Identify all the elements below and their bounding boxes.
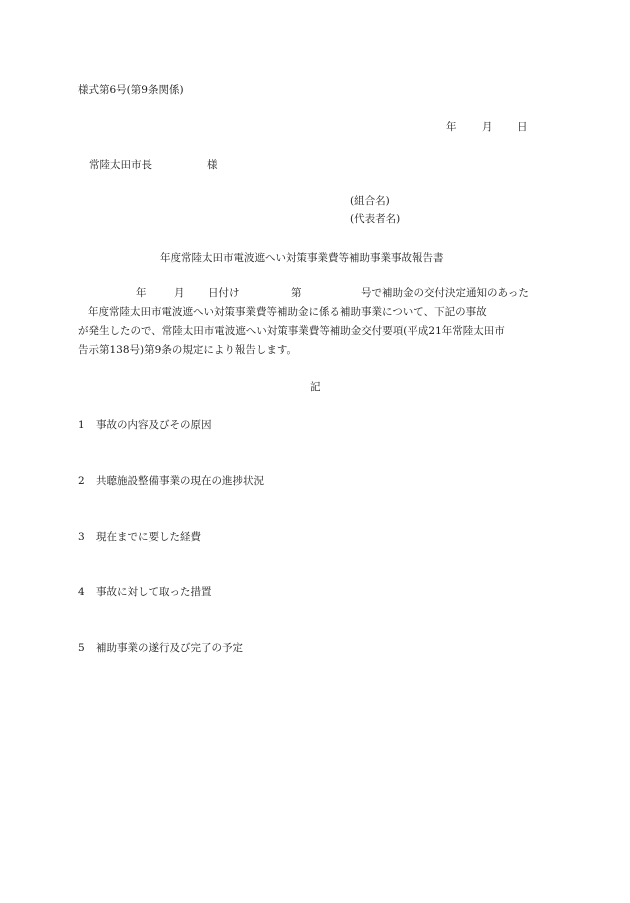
body-year-label: 年 — [136, 287, 147, 299]
body-month-label: 月 — [174, 287, 185, 299]
list-item — [78, 473, 264, 488]
addressee-honorific: 様 — [207, 159, 218, 171]
item-label: 事故に対して取った措置 — [96, 586, 212, 598]
body-line-4: 告示第138号)第9条の規定により報告します。 — [78, 344, 297, 356]
list-item — [78, 584, 212, 599]
representative-name-label: (代表者名) — [350, 213, 401, 225]
addressee-name: 常陸太田市長 — [89, 159, 152, 171]
item-number: 1 — [78, 419, 85, 431]
body-day-label: 日付け — [208, 287, 240, 299]
body-dai-label: 第 — [291, 287, 302, 299]
item-label: 共聴施設整備事業の現在の進捗状況 — [96, 475, 264, 487]
item-label: 事故の内容及びその原因 — [96, 419, 212, 431]
item-number: 4 — [78, 586, 85, 598]
item-number: 5 — [78, 642, 85, 654]
item-number: 3 — [78, 531, 85, 543]
date-year-label: 年 — [446, 121, 457, 133]
body-line-3: が発生したので、常陸太田市電波遮へい対策事業費等補助金交付要項(平成21年常陸太田市 — [78, 325, 505, 337]
ki-heading: 記 — [310, 381, 321, 393]
date-day-label: 日 — [517, 121, 528, 133]
list-item — [78, 529, 201, 544]
item-number: 2 — [78, 475, 85, 487]
form-label: 様式第6号(第9条関係) — [78, 84, 184, 96]
body-line-1-rest: 号で補助金の交付決定通知のあった — [361, 287, 529, 299]
body-line-2: 年度常陸太田市電波遮へい対策事業費等補助金に係る補助事業について、下記の事故 — [88, 306, 487, 318]
item-label: 現在までに要した経費 — [96, 531, 201, 543]
item-label: 補助事業の遂行及び完了の予定 — [96, 642, 243, 654]
body-line-1 — [78, 284, 554, 303]
union-name-label: (組合名) — [350, 195, 390, 207]
document-title: 年度常陸太田市電波遮へい対策事業費等補助事業事故報告書 — [160, 252, 444, 264]
list-item — [78, 640, 243, 655]
report-body — [78, 284, 554, 360]
date-month-label: 月 — [482, 121, 493, 133]
list-item — [78, 417, 212, 432]
